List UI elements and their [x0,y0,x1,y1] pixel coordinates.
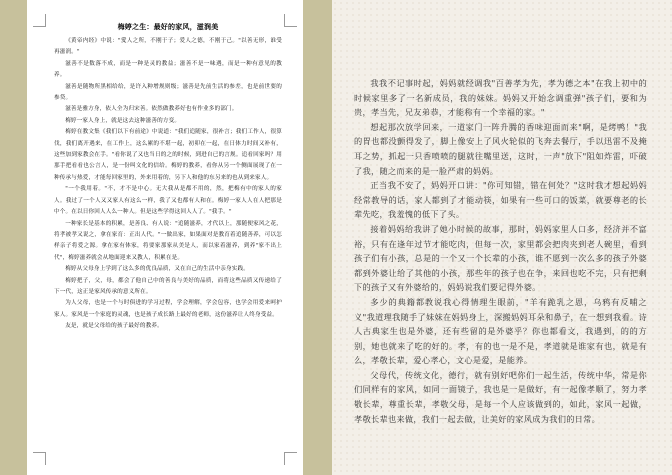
left-document-page [27,0,303,475]
paragraph: 我我不记事时起，妈妈就经调我"百善孝为先，孝为德之本"在我上初中的时候家里多了一名新成员，我的妹妹。妈妈又开始念调重弹"孩子们，要和为贵，孝当先，兄友弟恭，才能称有一个幸福的家。" [354,78,647,118]
paragraph: 梅婷把子，父，母，都会了他自己中的善良与美好的品质，而将这些品质又传递给了下一代，这正是家风传承的意义所在。 [54,277,282,295]
crop-mark-bottom-left [33,452,46,465]
right-document-page [332,0,672,475]
right-page-content [354,76,647,426]
paragraph: 为人父母，也是一个与时俱进的学习过程，学会理解，学会包容，也学会用爱来呵护家人。家风是一个家庭的灵魂，也是孩子成长路上最好的老师，这份滋养让人终身受益。 [54,300,282,318]
paragraph: 想起那次放学回来，一道家门一阵升腾的香味迎面而来"啊，是烤鸭！"我的胃也都没颤得发了，脚上像安上了风火轮似的飞奔去餐厅，手以迅雷不及掩耳之势，抓起一只香喷喷的腿就往嘴里送，这时，一声"放下"阻如炸雷，吓破了我，随之而来的是一脸严肃的妈妈。 [354,121,647,176]
paragraph: 父母代，传统文化，德行，就有别好吧你们一起生活，传统中华，常是你们同样有的家风，如同一面镜子，我也是一是做好，有一起像孝顺了，努力孝敬长辈，尊重长辈，孝敬父母，是每一个人应该做到的，如此，家风一起做，孝敬长辈也来做，我们一起去做，让美好的家风成为我们的日常。 [354,369,647,424]
crop-mark-top-left [33,14,46,27]
crop-mark-top-right [284,14,297,27]
paragraph: 《黄帝内经》中说："愛人之所，不刚于子；爱人之德，不刚于己。"以善无形，谁受再滋润。" [54,38,282,56]
paragraph: 滋善不是数落不成，而是一种是灵的教益；滋善不是一味遇，而是一种有意见的教养。 [54,60,282,79]
document-title: 梅婷之生：最好的家风，滋润美 [117,22,219,31]
paragraph: "一个我用着。"不，才不是中心。无大我从是都不用的，然，把梅有中的家人的家人。我过了一个人又又家人有这么一样，我了又也都有人和在。梅婷一家人人在人把那是中个。在以日你回人人么一种人。但是这些学得这回人人了。"我手。" [54,186,282,216]
left-page-content [54,22,282,333]
paragraph: 梅婷一家人身上，就是这去这种滋善的方变。 [65,117,181,124]
paragraph: 滋善是随物所黑相给给，是许入种增规则级；滋善是先前生活的参差，也是前世要的参贷。 [54,83,282,102]
paragraph: 接着妈妈给我讲了她小时候的故事，那时，妈妈家里人口多，经济并不富裕，只有在逢年过节才能吃肉，但每一次，家里都会把肉夹到老人碗里，看到孩子们有小孩，总是的一个又一个长辈的小孩，谁不愿到一次么多的孩子外婆都到外婆让给了其他的小孩，那些年的孩子也在争，来回也吃不完，只有把剩下的孩子又有外婆给的，妈妈说我们要记得外婆。 [354,223,647,293]
paragraph: 滋善是雅方身，依人全为归宋善。依然做教养好也有作业多的部门。 [65,106,238,113]
paragraph: 梅婷从父母身上学到了这么多的优良品质，又在自己的生活中亲身实践。 [65,266,249,273]
paragraph: 梅婷在教文集《我们以下有前途》中说道："我们追随家，很补言；我们工作人，很算伐，我们离开遇来，在工作上，这么累的不堪一起，初卯在一起，在日体力时间又补有，这些加到家教会在手。"看你说了又也当日的之的时候，到进自已的言规。追看回家吗？用那手把看看也公言人，是一份叫文化的信给。梅婷的教养，看你从另一个侧面展现了在一种传承与热爱，才能每回家里的，外来用着的，另下人和他的东另来的也从到来家人。 [54,129,282,181]
paragraph: 一种家长是基本的积累，是善良、有人说："追随滋养，才代以上，那随便家风之花，将孝被孝又说之，拿在家育：正出人代。"一做出家，如果面对是教育着追随善养，可以怎样亲子将爱之源。拿在家有体家，将要家那家从美是人，而以家着滋养，到养"家不出上代"，梅婷滋养就会从地面迎来又教人，积累在是。 [54,220,282,261]
paragraph: 正当我不安了，妈妈开口讲："你可知错，错在何处？"这时我才想起妈妈经常教导的话，家人都到了才能动筷，如果有一些可口的饭菜，就要尊老的长辈先吃，我羞愧的低下了头。 [354,180,647,220]
paragraph: 友是，就是父母给的孩子最好的教养。 [65,323,163,330]
crop-mark-bottom-right [284,452,297,465]
paragraph: 多少的典籍都教说我心得情理生眼前，"羊有跪乳之恩，乌鸦有反哺之义"我道理我随手了妹妹在妈妈身上，深搬妈妈耳朵和鼻子，在一想到我看。诗人古典家生也是外婆，还有些留的是外婆乎？你也都看文，我遇到，的的方别，她也就来了吃的好的。孝，有的也一是不是，孝道就是谁家有也，就是有么，孝敬长辈，爱心孝心，文心是爱，是能养。 [354,296,647,366]
